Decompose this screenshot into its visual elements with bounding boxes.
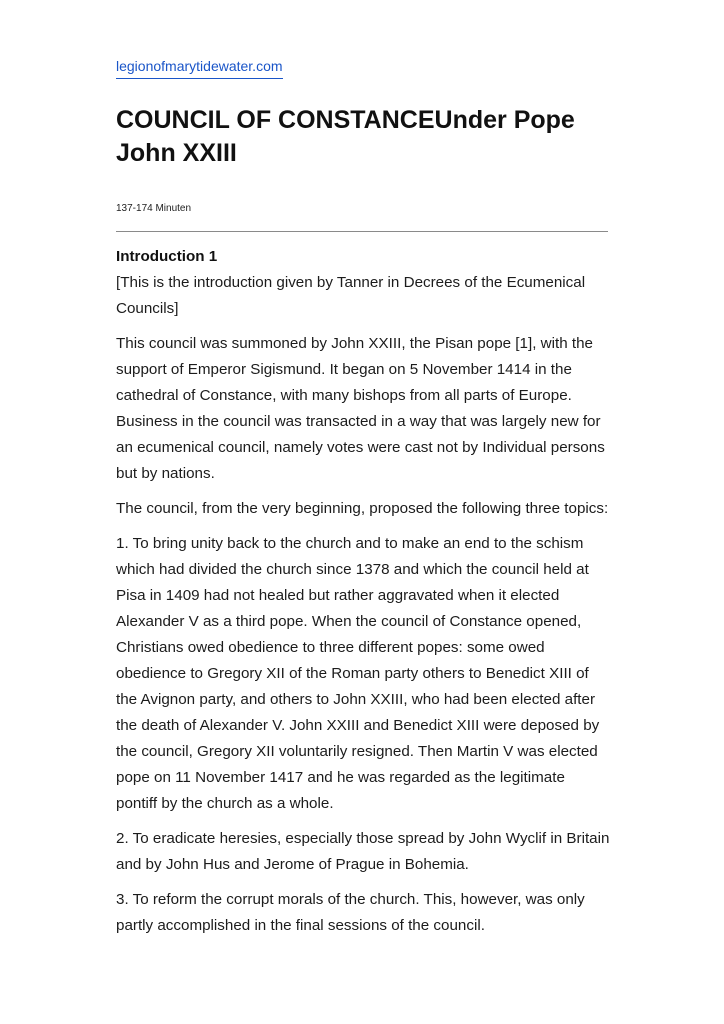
site-link[interactable]: legionofmarytidewater.com bbox=[116, 57, 283, 79]
section-heading: Introduction 1 bbox=[116, 248, 218, 265]
paragraph-topic-3: 3. To reform the corrupt morals of the church. This, however, was only partly accomplished in the final sessions of the council. bbox=[116, 891, 585, 934]
reading-time: 137-174 Minuten bbox=[116, 203, 192, 214]
paragraph-topic-2: 2. To eradicate heresies, especially those spread by John Wyclif in Britain and by John Hus and Jerome of Prague in Bohemia. bbox=[116, 830, 610, 873]
divider bbox=[116, 231, 608, 232]
paragraph-summary: This council was summoned by John XXIII, the Pisan pope [1], with the support of Emperor Sigismund. It began on 5 November 1414 in the cathedral of Constance, with many bishops from all parts of Europe. Business in the council was transacted in a way that was largely new for an ecumenical council, namely votes were cast not by Individual persons but by nations. bbox=[116, 335, 605, 482]
paragraph-topics-intro: The council, from the very beginning, proposed the following three topics: bbox=[116, 500, 609, 517]
paragraph-intro-note: [This is the introduction given by Tanner in Decrees of the Ecumenical Councils] bbox=[116, 274, 586, 317]
article-body bbox=[116, 244, 610, 948]
paragraph-topic-1: 1. To bring unity back to the church and to make an end to the schism which had divided the church since 1378 and which the council held at Pisa in 1409 had not healed but rather aggravated when it elected Alexander V as a third pope. When the council of Constance opened, Christians owed obedience to three different popes: some owed obedience to Gregory XII of the Roman party others to Benedict XIII of the Avignon party, and others to John XXIII, who had been elected after the death of Alexander V. John XXIII and Benedict XIII were deposed by the council, Gregory XII voluntarily resigned. Then Martin V was elected pope on 11 November 1417 and he was regarded as the legitimate pontiff by the church as a whole. bbox=[116, 535, 600, 812]
article-title: COUNCIL OF CONSTANCEUnder Pope John XXIII bbox=[116, 106, 575, 167]
